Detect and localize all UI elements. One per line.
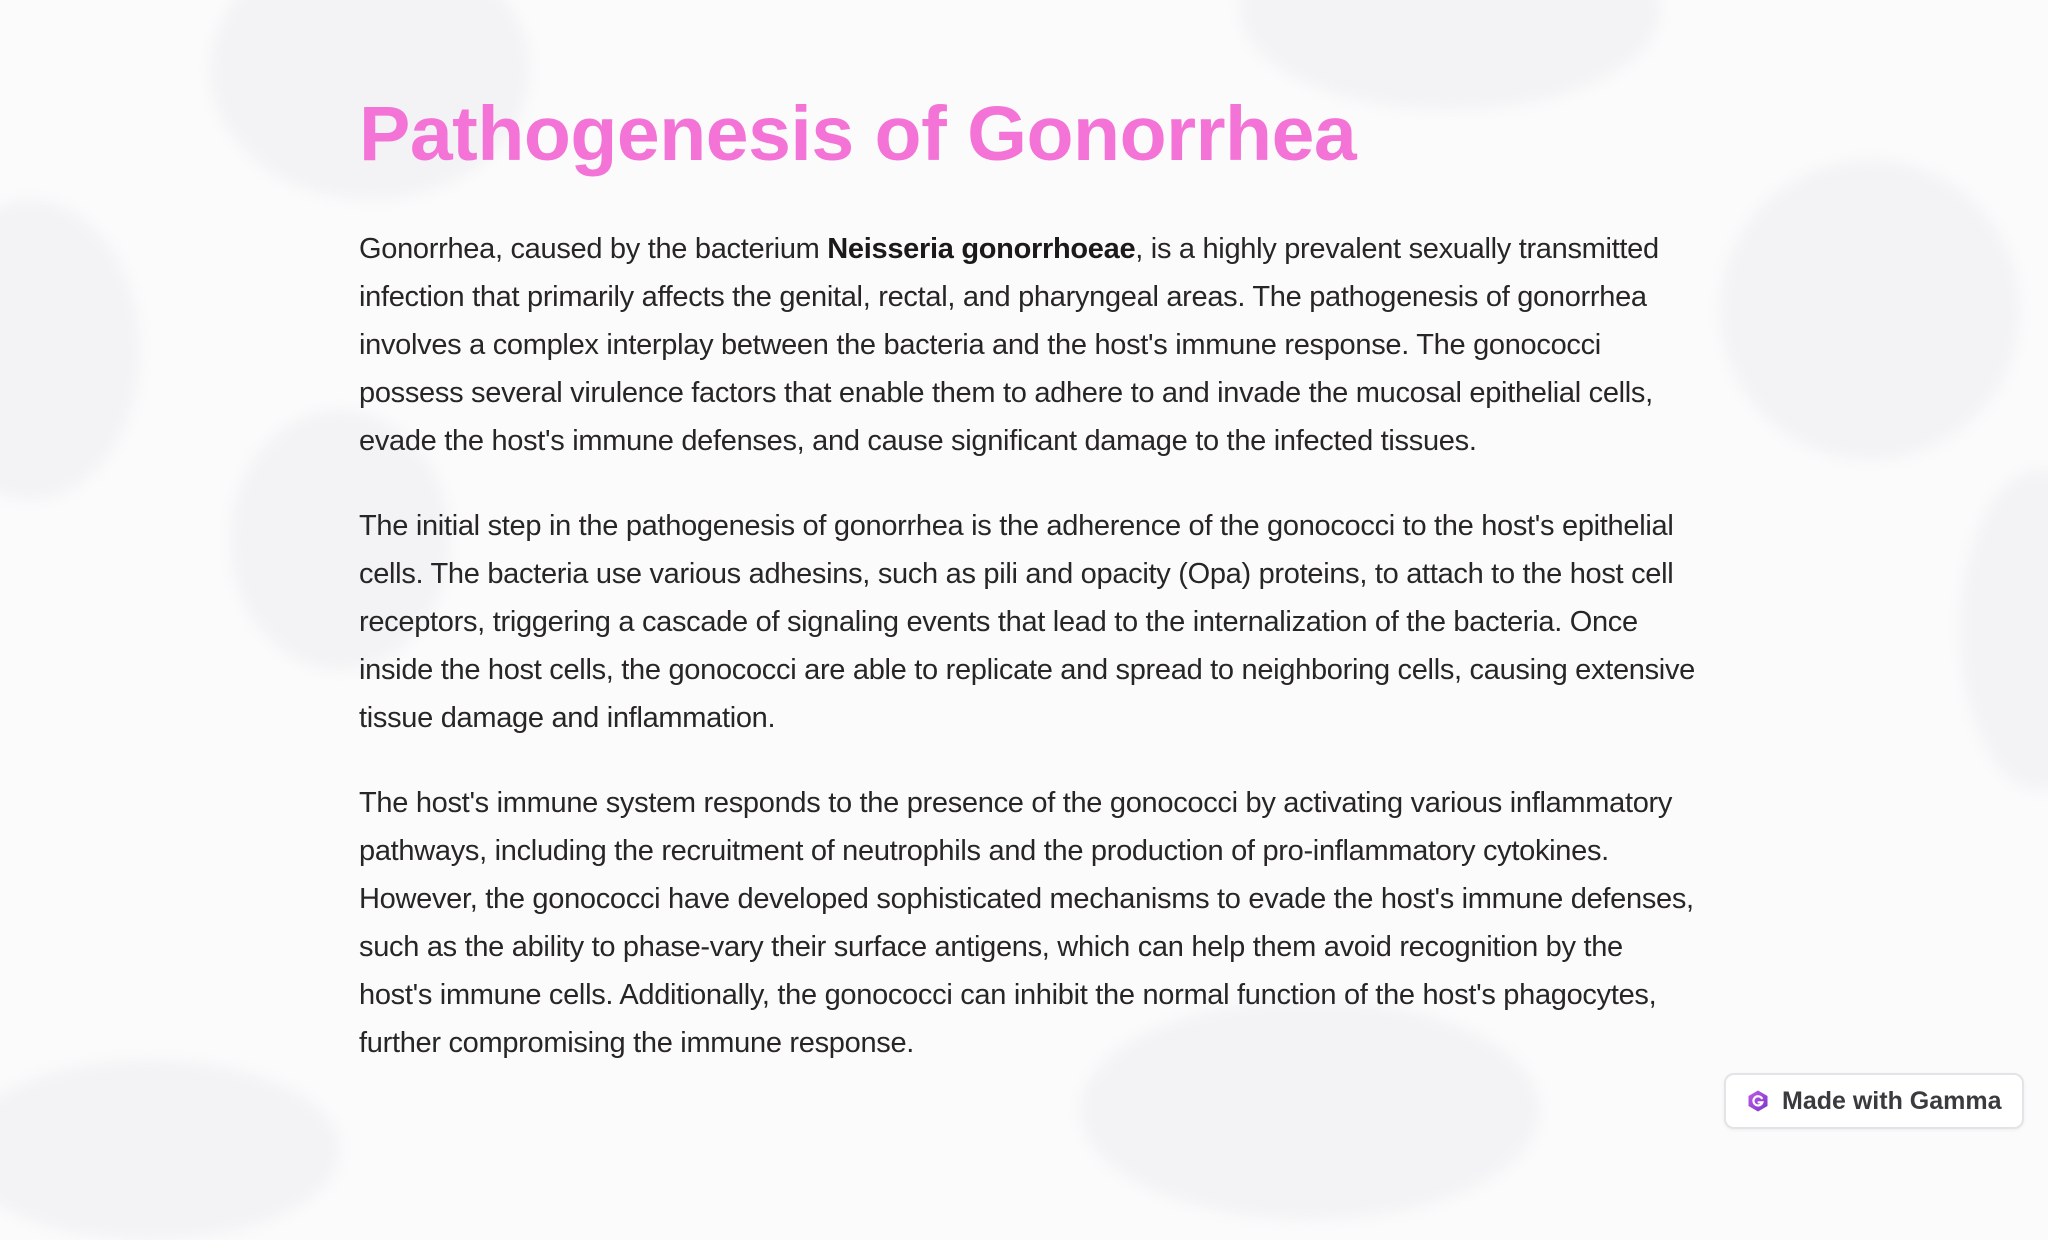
badge-label: Made with Gamma <box>1782 1086 2002 1115</box>
background-blob <box>0 200 140 500</box>
paragraph-intro-rest: , is a highly prevalent sexually transmitted infection that primarily affects the genital, rectal, and pharyngeal areas. The pathogenesis of gonorrhea involves a complex interplay between the bacteria and the host's immune response. The gonococci possess several virulence factors that enable them to adhere to and invade the mucosal epithelial cells, evade the host's immune defenses, and cause significant damage to the infected tissues. <box>359 233 1659 457</box>
paragraph-adherence: The initial step in the pathogenesis of gonorrhea is the adherence of the gonococci to the host's epithelial cells. The bacteria use various adhesins, such as pili and opacity (Opa) proteins, to attach to the host cell receptors, triggering a cascade of signaling events that lead to the internalization of the bacteria. Once inside the host cells, the gonococci are able to replicate and spread to neighboring cells, causing extensive tissue damage and inflammation. <box>359 510 1695 734</box>
slide-content <box>359 88 1699 1067</box>
paragraph-intro-lead: Gonorrhea, caused by the bacterium <box>359 233 828 265</box>
paragraph-immune-response: The host's immune system responds to the presence of the gonococci by activating various inflammatory pathways, including the recruitment of neutrophils and the production of pro-inflammatory cytokines. However, the gonococci have developed sophisticated mechanisms to evade the host's immune defenses, such as the ability to phase-vary their surface antigens, which can help them avoid recognition by the host's immune cells. Additionally, the gonococci can inhibit the normal function of the host's phagocytes, further compromising the immune response. <box>359 787 1694 1059</box>
bacterium-name: Neisseria gonorrhoeae <box>827 233 1136 265</box>
paragraph-intro <box>359 225 1699 465</box>
background-blob <box>0 1060 340 1240</box>
background-blob <box>1720 160 2020 460</box>
gamma-logo-icon <box>1746 1089 1770 1113</box>
background-blob <box>1960 470 2048 790</box>
slide-title: Pathogenesis of Gonorrhea <box>359 91 1357 177</box>
made-with-gamma-badge[interactable] <box>1724 1073 2024 1129</box>
